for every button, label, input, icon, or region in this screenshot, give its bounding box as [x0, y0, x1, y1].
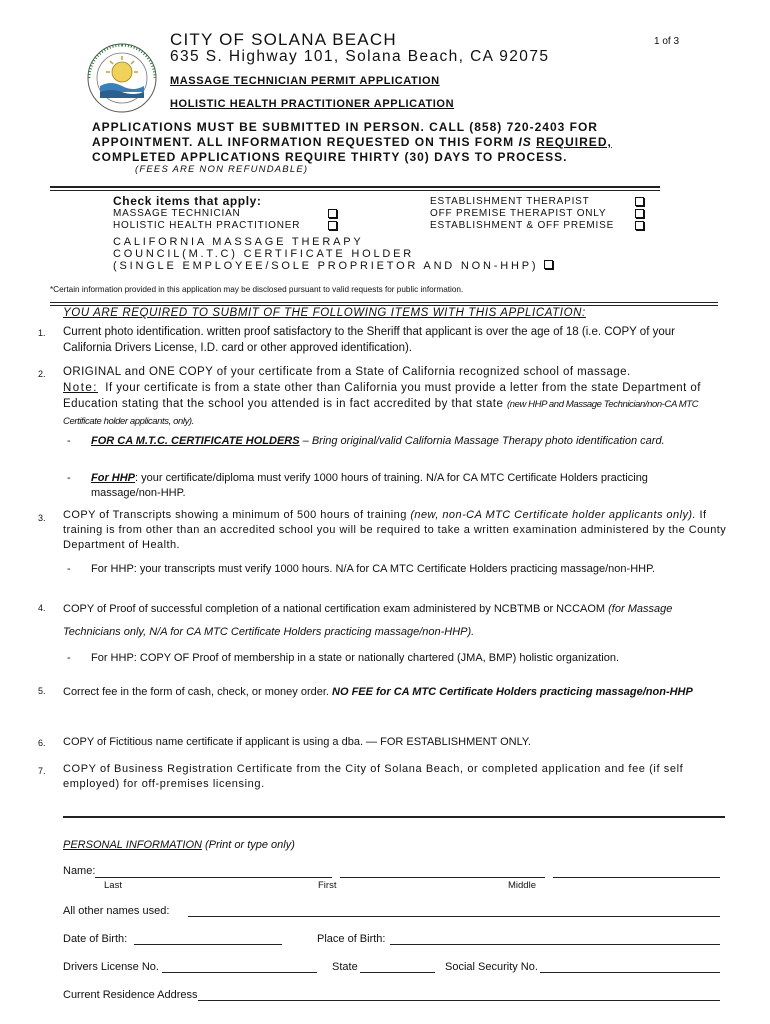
submission-notice — [92, 120, 652, 165]
middle-label: Middle — [508, 880, 536, 891]
check-items-heading: Check items that apply: — [113, 194, 262, 208]
bullet-dash: - — [67, 652, 71, 664]
item-number: 4. — [38, 603, 46, 613]
dob-field[interactable] — [134, 944, 282, 945]
divider — [50, 302, 718, 303]
check-label-massage-technician: MASSAGE TECHNICIAN — [113, 208, 241, 219]
checkbox-massage-technician[interactable] — [328, 209, 337, 218]
personal-info-note: (Print or type only) — [205, 839, 295, 851]
check-label-hhp: HOLISTIC HEALTH PRACTITIONER — [113, 220, 301, 231]
bullet-dash: - — [67, 563, 71, 575]
city-address: 635 S. Highway 101, Solana Beach, CA 92075 — [170, 48, 550, 65]
item-certification-exam — [63, 598, 723, 644]
item-certificate-note: If your certificate is from a state other than California you must provide a letter from the state Department of Education stating that the school you attended is in fact accredited by that state — [63, 382, 701, 410]
notice-text-2: COMPLETED APPLICATIONS REQUIRE THIRTY (30) DAYS TO PROCESS. — [92, 150, 568, 164]
other-names-field[interactable] — [188, 916, 720, 917]
bullet-dash: - — [67, 435, 71, 447]
divider — [50, 190, 660, 191]
notice-is: IS — [518, 135, 532, 149]
check-label-establishment-therapist: ESTABLISHMENT THERAPIST — [430, 196, 590, 207]
item-number: 6. — [38, 738, 46, 748]
item-exam-text: COPY of Proof of successful completion of a national certification exam administered by NCBTMB or NCCAOM — [63, 603, 606, 615]
item-transcripts-applicability: (new, non-CA MTC Certificate holder applicants only). — [410, 509, 697, 521]
disclosure-note: *Certain information provided in this application may be disclosed pursuant to valid requests for public information. — [50, 285, 464, 294]
last-name-field[interactable] — [95, 877, 332, 878]
state-label: State — [332, 961, 358, 973]
middle-name-field[interactable] — [553, 877, 720, 878]
dob-label: Date of Birth: — [63, 933, 128, 945]
state-field[interactable] — [360, 972, 435, 973]
bullet-dash: - — [67, 472, 71, 484]
sub-item-hhp-rest: : your certificate/diploma must verify 1000 hours of training. N/A for CA MTC Certificate Holders practicing massage/non-HHP. — [91, 472, 648, 499]
sub-item-hhp-membership: For HHP: COPY OF Proof of membership in a state or nationally chartered (JMA, BMP) holistic organization. — [91, 652, 619, 664]
camt-line-1: CALIFORNIA MASSAGE THERAPY — [113, 236, 364, 248]
city-seal-logo — [86, 42, 158, 114]
divider — [50, 305, 718, 306]
item-certificate-text: ORIGINAL and ONE COPY of your certificate from a State of California recognized school of massage. — [63, 366, 631, 378]
item-fictitious-name: COPY of Fictitious name certificate if applicant is using a dba. — FOR ESTABLISHMENT ONLY. — [63, 736, 531, 748]
item-fee — [63, 681, 703, 704]
item-certificate-applicability: (new HHP and Massage Technician/non-CA MTC Certificate holder applicants, only). — [63, 399, 699, 427]
item-number: 5. — [38, 686, 46, 696]
required-items-heading: YOU ARE REQUIRED TO SUBMIT OF THE FOLLOWING ITEMS WITH THIS APPLICATION: — [63, 307, 586, 319]
page-number: 1 of 3 — [654, 36, 680, 47]
ssn-label: Social Security No. — [445, 961, 538, 973]
residence-field[interactable] — [198, 1000, 720, 1001]
checkbox-establishment-therapist[interactable] — [635, 197, 644, 206]
application-title-massage: MASSAGE TECHNICIAN PERMIT APPLICATION — [170, 75, 440, 87]
checkbox-hhp[interactable] — [328, 221, 337, 230]
item-fee-text: Correct fee in the form of cash, check, or money order. — [63, 686, 329, 698]
checkbox-off-premise[interactable] — [635, 209, 644, 218]
first-name-field[interactable] — [340, 877, 545, 878]
item-number: 3. — [38, 513, 46, 523]
camt-certificate-option — [113, 236, 553, 272]
item-certificate — [63, 364, 728, 430]
sub-item-mtc-rest: – Bring original/valid California Massage Therapy photo identification card. — [299, 435, 665, 447]
drivers-license-label: Drivers License No. — [63, 961, 159, 973]
residence-label: Current Residence Address — [63, 989, 198, 1001]
sub-item-mtc-holders — [91, 434, 726, 449]
item-number: 2. — [38, 369, 46, 379]
checkbox-camt[interactable] — [544, 260, 553, 269]
last-label: Last — [104, 880, 122, 891]
first-label: First — [318, 880, 337, 891]
item-transcripts-exam: If training is from other than an accredited school you will be required to take a written examination administered by the County Department of Health. — [63, 509, 727, 551]
check-label-establishment-off-premise: ESTABLISHMENT & OFF PREMISE — [430, 220, 615, 231]
fees-note: (FEES ARE NON REFUNDABLE) — [135, 164, 309, 175]
sub-item-hhp-bold: For HHP — [91, 472, 135, 484]
drivers-license-field[interactable] — [162, 972, 317, 973]
application-title-hhp: HOLISTIC HEALTH PRACTITIONER APPLICATION — [170, 98, 455, 110]
sub-item-mtc-bold: FOR CA M.T.C. CERTIFICATE HOLDERS — [91, 435, 300, 447]
divider — [50, 186, 660, 188]
item-transcripts — [63, 508, 728, 553]
pob-label: Place of Birth: — [317, 933, 386, 945]
check-label-off-premise: OFF PREMISE THERAPIST ONLY — [430, 208, 607, 219]
item-number: 1. — [38, 328, 46, 338]
city-name: CITY OF SOLANA BEACH — [170, 30, 397, 49]
checkbox-establishment-off-premise[interactable] — [635, 221, 644, 230]
item-exam-applicability: (for Massage Technicians only, N/A for CA MTC Certificate Holders practicing massage/non-HHP). — [63, 603, 673, 638]
item-fee-exemption: NO FEE for CA MTC Certificate Holders practicing massage/non-HHP — [332, 686, 693, 698]
camt-line-3: (SINGLE EMPLOYEE/SOLE PROPRIETOR AND NON-HHP) — [113, 260, 539, 272]
other-names-label: All other names used: — [63, 905, 170, 917]
item-photo-id: Current photo identification. written proof satisfactory to the Sheriff that applicant is over the age of 18 (i.e. COPY of your California Drivers License, I.D. card or other approved identification). — [63, 326, 675, 354]
name-label: Name: — [63, 865, 96, 877]
sub-item-hhp-transcripts: For HHP: your transcripts must verify 1000 hours. N/A for CA MTC Certificate Holders practicing massage/non-HHP. — [91, 563, 656, 575]
personal-info-title: PERSONAL INFORMATION — [63, 839, 202, 851]
divider — [63, 816, 725, 818]
item-number: 7. — [38, 766, 46, 776]
personal-info-heading — [63, 839, 295, 851]
notice-required: REQUIRED, — [536, 135, 612, 149]
pob-field[interactable] — [390, 944, 720, 945]
item-transcripts-text: COPY of Transcripts showing a minimum of 500 hours of training — [63, 509, 407, 521]
notice-text-1: APPLICATIONS MUST BE SUBMITTED IN PERSON. CALL (858) 720-2403 FOR APPOINTMENT. ALL INFORMATION REQUESTED ON THIS FORM — [92, 120, 598, 149]
sub-item-hhp-certificate — [91, 471, 691, 501]
ssn-field[interactable] — [540, 972, 720, 973]
note-label: Note: — [63, 382, 98, 394]
item-business-registration: COPY of Business Registration Certificate from the City of Solana Beach, or completed application and fee (if self employed) for off-premises licensing. — [63, 763, 684, 790]
camt-line-2: COUNCIL(M.T.C) CERTIFICATE HOLDER — [113, 248, 415, 260]
